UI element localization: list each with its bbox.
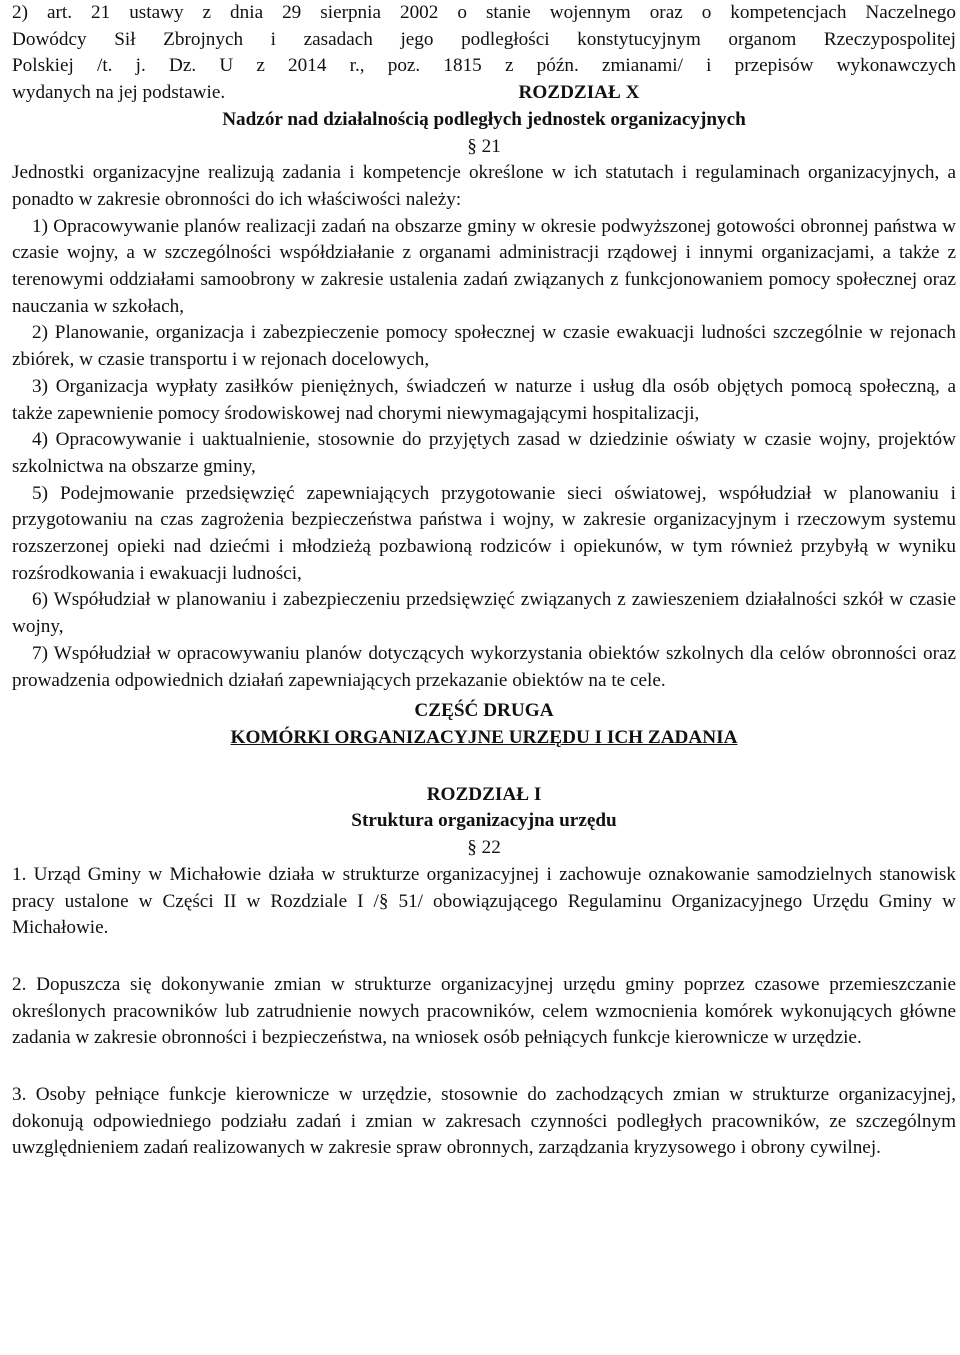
chapter-i-point: 1. Urząd Gminy w Michałowie działa w strukturze organizacyjnej i zachowuje oznakowanie samodzielnych stanowisk pracy ustalone w Części II w Rozdziale I /§ 51/ obowiązującego Regulaminu Organizacyjnego Urzędu Gminy w Michałowie.	[12, 863, 956, 939]
section-gap	[12, 752, 956, 782]
chapter-i-subtitle: Struktura organizacyjna urzędu	[351, 810, 617, 832]
chapter-x-item: 2) Planowanie, organizacja i zabezpieczenie pomocy społecznej w czasie ewakuacji ludności szczególnie w rejonach zbiórek, w czasie transportu i w rejonach docelowych,	[12, 322, 956, 371]
chapter-x-item: 1) Opracowywanie planów realizacji zadań na obszarze gminy w okresie podwyższonej gotowości obronnej państwa w czasie wojny, a w szczególności współdziałanie z organami administracji rządowej i innymi organizacjami, a także z terenowymi oddziałami samoobrony w zakresie ustalenia zadań związanych z funkcjonowaniem pomocy społecznej oraz nauczania w szkołach,	[12, 215, 956, 317]
chapter-i-point: 3. Osoby pełniące funkcje kierownicze w urzędzie, stosownie do zachodzących zmian w strukturze organizacyjnej, dokonują odpowiedniego podziału zadań i zmian w zakresach czynności podległych pracowników, ze szczególnym uwzględnieniem zadań realizowanych w zakresie spraw obronnych, zarządzania kryzysowego i obrony cywilnej.	[12, 1084, 956, 1159]
part-two-subtitle: KOMÓRKI ORGANIZACYJNE URZĘDU I ICH ZADANIA	[230, 727, 738, 748]
part-two-title: CZĘŚĆ DRUGA	[414, 700, 554, 722]
chapter-x-title: ROZDZIAŁ X	[518, 82, 640, 104]
intro-line: Dowódcy Sił Zbrojnych i zasadach jego podległości konstytucyjnym organom Rzeczypospolitej	[12, 28, 956, 50]
chapter-x-item: 6) Współudział w planowaniu i zabezpieczeniu przedsięwzięć związanych z zawieszeniem działalności szkół w czasie wojny,	[12, 589, 956, 638]
chapter-i-point: 2. Dopuszcza się dokonywanie zmian w strukturze organizacyjnej urzędu gminy poprzez czasowe przemieszczanie określonych pracowników lub zatrudnienie nowych pracowników, celem wzmocnienia komórek wykonujących główne zadania w zakresie obronności i bezpieczeństwa, na wniosek osób pełniących funkcje kierownicze w urzędzie.	[12, 973, 956, 1049]
chapter-x-item: 4) Opracowywanie i uaktualnienie, stosownie do przyjętych zasad w dziedzinie oświaty w czasie wojny, projektów szkolnictwa na obszarze gminy,	[12, 429, 956, 477]
chapter-x-subtitle: Nadzór nad działalnością podległych jednostek organizacyjnych	[222, 108, 746, 130]
intro-line: Polskiej /t. j. Dz. U z 2014 r., poz. 1815 z późn. zmianami/ i przepisów wykonawczych	[12, 55, 956, 77]
intro-line: 2) art. 21 ustawy z dnia 29 sierpnia 2002 o stanie wojennym oraz o kompetencjach Naczelnego	[12, 2, 956, 23]
chapter-x-item: 5) Podejmowanie przedsięwzięć zapewniających przygotowanie sieci oświatowej, współudział w planowaniu i przygotowaniu na czas zagrożenia bezpieczeństwa państwa i wojny, w zakresie organizacyjnym i rzeczowym systemu rozszerzonej opieki nad dziećmi i młodzieżą pozbawioną rodziców i opiekunów, w tym również przybyłą w wyniku rozśrodkowania i ewakuacji ludności,	[12, 482, 956, 584]
chapter-x-item: 7) Współudział w opracowywaniu planów dotyczących wykorzystania obiektów szkolnych dla celów obronności oraz prowadzenia odpowiednich działań zapewniających przekazanie obiektów na te cele.	[12, 642, 956, 691]
document-page	[12, 0, 956, 1162]
chapter-x-paragraph-number: § 21	[467, 135, 501, 157]
intro-line-end: wydanych na jej podstawie.	[12, 82, 226, 104]
chapter-x-item: 3) Organizacja wypłaty zasiłków pieniężnych, świadczeń w naturze i usług dla osób objętych pomocą społeczną, a także zapewnienie pomocy środowiskowej nad chorymi niewymagającymi hospitalizacji,	[12, 375, 956, 424]
point-gap	[12, 942, 956, 972]
chapter-i-paragraph-number: § 22	[467, 837, 501, 859]
chapter-i-title: ROZDZIAŁ I	[426, 783, 542, 805]
point-gap	[12, 1052, 956, 1082]
chapter-x-intro: Jednostki organizacyjne realizują zadania i kompetencje określone w ich statutach i regulaminach organizacyjnych, a ponadto w zakresie obronności do ich właściwości należy:	[12, 162, 956, 210]
